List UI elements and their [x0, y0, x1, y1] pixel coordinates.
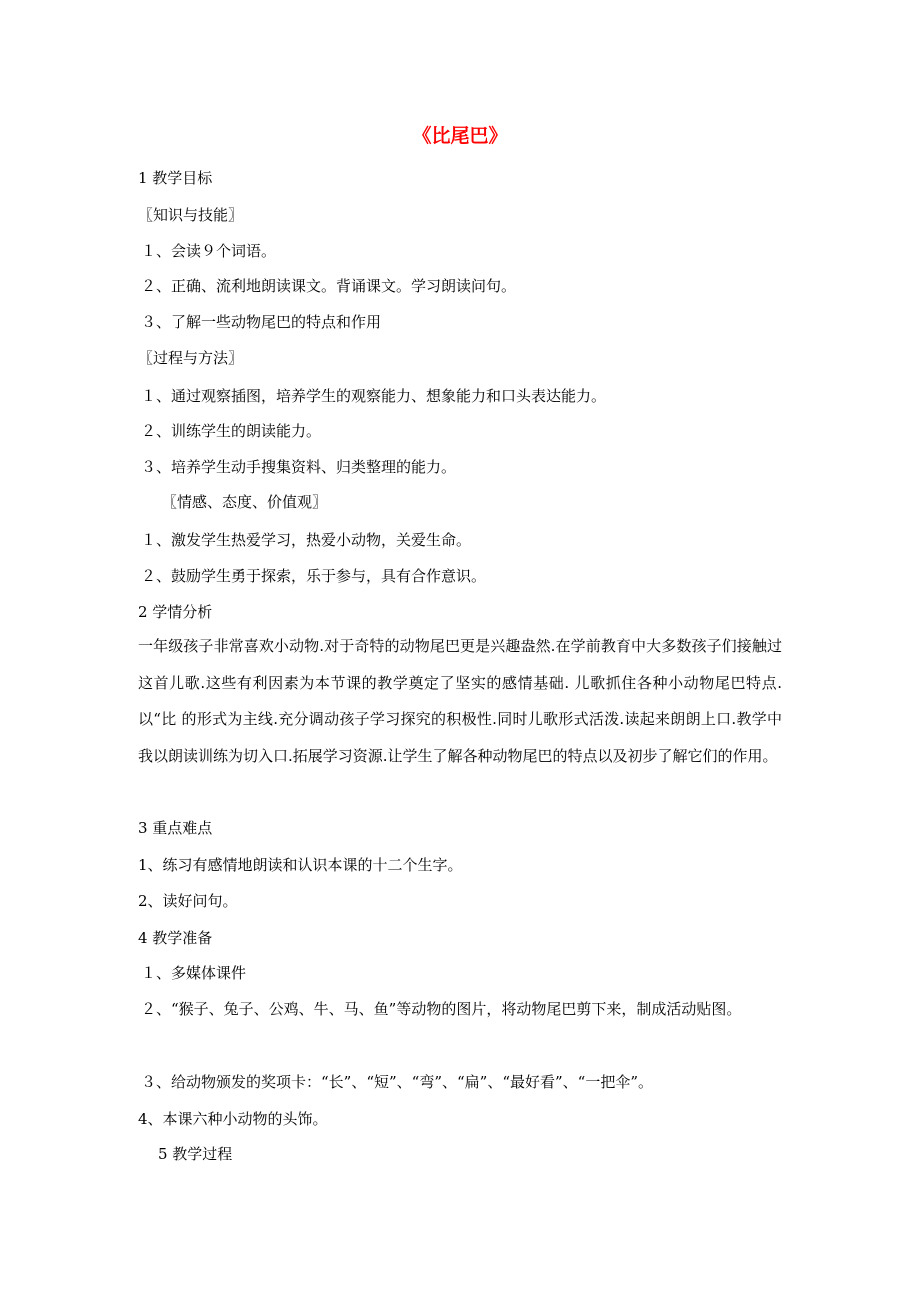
section-heading-procedure: 5 教学过程: [158, 1145, 233, 1163]
list-item: 2、读好问句。: [138, 892, 238, 910]
list-item: １、多媒体课件: [141, 964, 247, 982]
document-title: 《比尾巴》: [412, 125, 508, 147]
subsection-label-process: 〖过程与方法〗: [138, 349, 244, 367]
section-heading-preparation: 4 教学准备: [138, 929, 213, 947]
list-item: ３、培养学生动手搜集资料、归类整理的能力。: [141, 458, 457, 476]
list-item: １、会读９个词语。: [141, 242, 277, 260]
analysis-paragraph: 一年级孩子非常喜欢小动物.对于奇特的动物尾巴更是兴趣盎然.在学前教育中大多数孩子们接触过这首儿歌.这些有利因素为本节课的教学奠定了坚实的感情基础. 儿歌抓住各种小动物尾巴特点.以“比 的形式为主线.充分调动孩子学习探究的积极性.同时儿歌形式活泼.读起来朗朗上口.教学中我以朗读训练为切入口.拓展学习资源.让学生了解各种动物尾巴的特点以及初步了解它们的作用。: [138, 637, 782, 765]
list-item: １、通过观察插图，培养学生的观察能力、想象能力和口头表达能力。: [141, 387, 607, 405]
section-heading-analysis: 2 学情分析: [138, 603, 213, 621]
subsection-label-emotion: 〖情感、态度、价值观〗: [162, 493, 328, 511]
list-item: １、激发学生热爱学习，热爱小动物，关爱生命。: [141, 531, 472, 549]
subsection-label-knowledge: 〖知识与技能〗: [138, 206, 244, 224]
list-item: 4、本课六种小动物的头饰。: [138, 1110, 328, 1128]
list-item: ２、“猴子、兔子、公鸡、牛、马、鱼”等动物的图片，将动物尾巴剪下来，制成活动贴图。: [141, 1000, 742, 1018]
list-item: 1、练习有感情地朗读和认识本课的十二个生字。: [138, 856, 463, 874]
section-heading-objectives: 1 教学目标: [138, 169, 213, 187]
list-item: ２、正确、流利地朗读课文。背诵课文。学习朗读问句。: [141, 277, 517, 295]
list-item: ２、训练学生的朗读能力。: [141, 422, 322, 440]
list-item: ３、给动物颁发的奖项卡：“长”、“短”、“弯”、“扁”、“最好看”、“一把伞”。: [141, 1073, 654, 1091]
list-item: ３、了解一些动物尾巴的特点和作用: [141, 313, 382, 331]
list-item: ２、鼓励学生勇于探索，乐于参与，具有合作意识。: [141, 567, 487, 585]
section-heading-key-points: 3 重点难点: [138, 819, 213, 837]
